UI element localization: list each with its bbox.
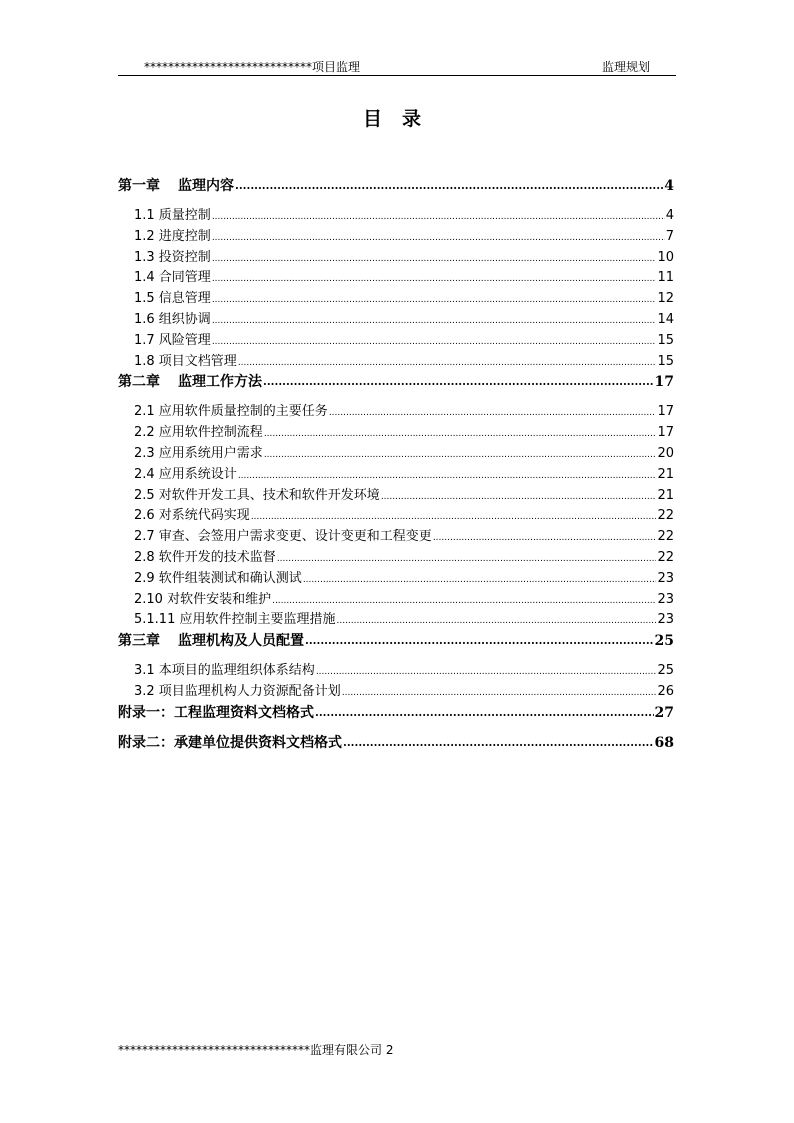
- toc-item[interactable]: 5.1.11 应用软件控制主要监理措施 ..... 23: [118, 610, 674, 631]
- toc-chapter-1[interactable]: [118, 176, 674, 206]
- toc-chapter-1-items: [118, 206, 674, 372]
- toc-chapter-3-page: 25: [654, 633, 674, 650]
- toc-chapter-3[interactable]: [118, 631, 674, 661]
- toc-chapter-3-items: [118, 661, 674, 703]
- toc-chapter-2[interactable]: [118, 372, 674, 402]
- header-project-name: ****************************项目监理: [144, 60, 361, 74]
- toc-item[interactable]: 2.1 应用软件质量控制的主要任务 ..... 17: [118, 402, 674, 423]
- table-of-contents: [118, 176, 674, 763]
- toc-item[interactable]: 1.8 项目文档管理 ..... 15: [118, 352, 674, 373]
- toc-chapter-3-label: 第三章 监理机构及人员配置: [118, 633, 304, 650]
- toc-item[interactable]: 1.2 进度控制 ..... 7: [118, 227, 674, 248]
- header-document-name: 监理规划: [601, 60, 650, 74]
- toc-leader-dots: [343, 733, 654, 753]
- toc-item[interactable]: 2.3 应用系统用户需求 ..... 20: [118, 444, 674, 465]
- toc-item[interactable]: 2.2 应用软件控制流程 ..... 17: [118, 423, 674, 444]
- toc-item[interactable]: 3.2 项目监理机构人力资源配备计划 ..... 26: [118, 682, 674, 703]
- toc-item[interactable]: 2.5 对软件开发工具、技术和软件开发环境 ..... 21: [118, 486, 674, 507]
- toc-leader-dots: [235, 176, 663, 196]
- toc-item[interactable]: 2.9 软件组装测试和确认测试 ..... 23: [118, 569, 674, 590]
- toc-chapter-1-label: 第一章 监理内容: [118, 178, 234, 194]
- toc-item[interactable]: 1.3 投资控制 ..... 10: [118, 248, 674, 269]
- page-footer: ********************************监理有限公司 2: [118, 1043, 394, 1057]
- toc-appendix-2-label: 附录二：承建单位提供资料文档格式: [118, 734, 342, 751]
- toc-leader-dots: [305, 631, 654, 651]
- toc-leader-dots: [315, 703, 654, 723]
- toc-item[interactable]: 2.8 软件开发的技术监督 ..... 22: [118, 548, 674, 569]
- toc-appendix-1-label: 附录一：工程监理资料文档格式: [118, 704, 314, 721]
- toc-item[interactable]: 2.7 审查、会签用户需求变更、设计变更和工程变更 ..... 22: [118, 527, 674, 548]
- toc-chapter-1-page: 4: [664, 178, 674, 194]
- toc-chapter-2-items: [118, 402, 674, 631]
- toc-chapter-2-label: 第二章 监理工作方法: [118, 374, 262, 391]
- toc-item[interactable]: 1.4 合同管理 ..... 11: [118, 268, 674, 289]
- toc-leader-dots: [263, 372, 654, 392]
- toc-item[interactable]: 3.1 本项目的监理组织体系结构 ..... 25: [118, 661, 674, 682]
- toc-item[interactable]: 1.7 风险管理 ..... 15: [118, 331, 674, 352]
- toc-appendix-1[interactable]: [118, 703, 674, 733]
- toc-item[interactable]: 1.5 信息管理 ..... 12: [118, 289, 674, 310]
- toc-appendix-1-page: 27: [654, 704, 674, 721]
- toc-item[interactable]: 1.6 组织协调 ..... 14: [118, 310, 674, 331]
- toc-item[interactable]: 2.6 对系统代码实现 ..... 22: [118, 506, 674, 527]
- toc-chapter-2-page: 17: [654, 374, 674, 391]
- toc-appendix-2[interactable]: [118, 733, 674, 763]
- toc-item[interactable]: 2.4 应用系统设计 ..... 21: [118, 465, 674, 486]
- toc-item[interactable]: 1.1 质量控制 ..... 4: [118, 206, 674, 227]
- toc-appendix-2-page: 68: [654, 734, 674, 751]
- page-header: [118, 56, 676, 76]
- toc-title: 目录: [362, 108, 441, 130]
- toc-item[interactable]: 2.10 对软件安装和维护 ..... 23: [118, 590, 674, 611]
